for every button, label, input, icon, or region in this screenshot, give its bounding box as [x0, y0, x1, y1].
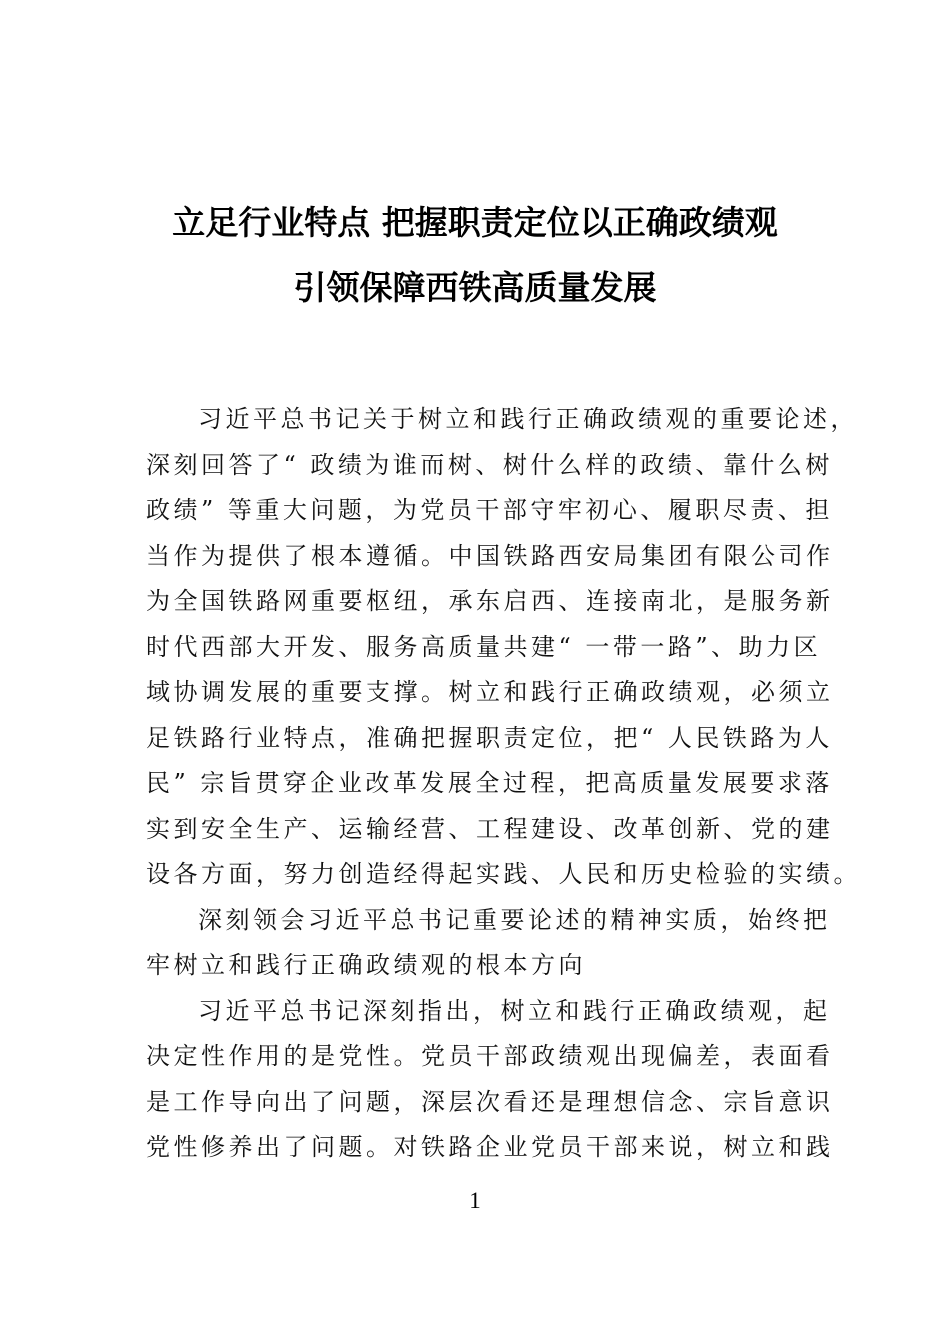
- document-body: [146, 397, 861, 1171]
- body-line: 为全国铁路网重要枢纽，承东启西、连接南北，是服务新: [146, 587, 834, 615]
- body-line: 习近平总书记深刻指出，树立和践行正确政绩观，起: [198, 996, 831, 1025]
- body-line: 民” 宗旨贯穿企业改革发展全过程，把高质量发展要求落: [146, 769, 833, 797]
- body-line: 党性修养出了问题。对铁路企业党员干部来说，树立和践: [146, 1133, 834, 1161]
- body-line: 实到安全生产、运输经营、工程建设、改革创新、党的建: [146, 814, 834, 843]
- body-line: 设各方面，努力创造经得起实践、人民和历史检验的实绩。: [146, 860, 861, 888]
- document-title-line-2: 引领保障西铁高质量发展: [293, 268, 657, 307]
- body-line: 政绩” 等重大问题，为党员干部守牢初心、履职尽责、担: [146, 496, 833, 524]
- body-line: 域协调发展的重要支撑。树立和践行正确政绩观，必须立: [146, 678, 834, 706]
- body-line: 足铁路行业特点，准确把握职责定位，把“ 人民铁路为人: [146, 723, 833, 752]
- document-title-line-1: 立足行业特点 把握职责定位以正确政绩观: [172, 203, 778, 242]
- body-line: 习近平总书记关于树立和践行正确政绩观的重要论述，: [198, 405, 858, 433]
- body-line: 时代西部大开发、服务高质量共建“ 一带一路”、助力区: [146, 632, 822, 661]
- section-heading-line: 牢树立和践行正确政绩观的根本方向: [146, 951, 586, 979]
- body-line: 当作为提供了根本遵循。中国铁路西安局集团有限公司作: [146, 541, 834, 570]
- body-line: 深刻回答了“ 政绩为谁而树、树什么样的政绩、靠什么树: [146, 450, 833, 479]
- section-heading-line: 深刻领会习近平总书记重要论述的精神实质，始终把: [198, 905, 831, 934]
- body-line: 决定性作用的是党性。党员干部政绩观出现偏差，表面看: [146, 1042, 834, 1070]
- page-number: 1: [469, 1188, 481, 1213]
- body-line: 是工作导向出了问题，深层次看还是理想信念、宗旨意识: [146, 1087, 834, 1116]
